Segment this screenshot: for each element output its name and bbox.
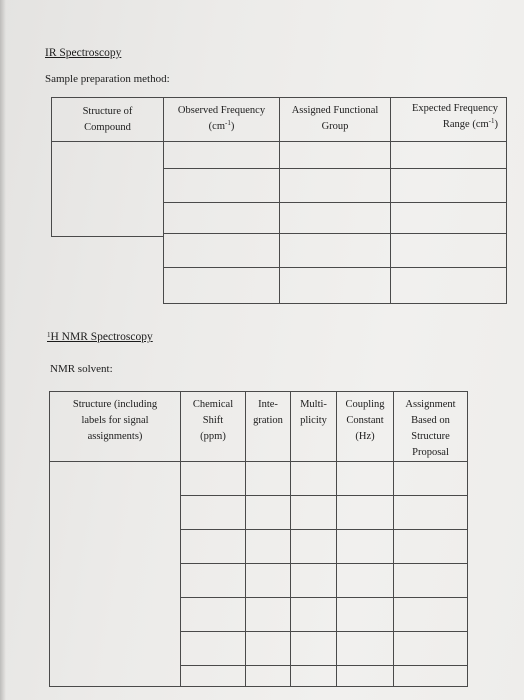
nmr-cell[interactable] (181, 462, 246, 496)
ir-structure-table (51, 97, 164, 237)
nmr-cell[interactable] (181, 530, 246, 564)
table-row (164, 142, 507, 169)
nmr-cell[interactable] (246, 462, 291, 496)
nmr-header-coupling-constant: Coupling Constant (Hz) (337, 392, 394, 462)
nmr-cell[interactable] (291, 462, 337, 496)
table-row (164, 234, 507, 268)
ir-cell[interactable] (164, 268, 280, 304)
nmr-section-heading: $^1$H NMR Spectroscopy (47, 331, 153, 343)
nmr-cell[interactable] (394, 632, 468, 666)
ir-section-heading: IR Spectroscopy (45, 47, 122, 59)
ir-data-table (163, 97, 507, 304)
table-row (50, 462, 468, 496)
ir-cell[interactable] (391, 142, 507, 169)
nmr-cell[interactable] (337, 496, 394, 530)
ir-cell[interactable] (280, 203, 391, 234)
nmr-cell[interactable] (291, 632, 337, 666)
ir-cell[interactable] (280, 268, 391, 304)
nmr-cell[interactable] (394, 530, 468, 564)
ir-cell[interactable] (391, 203, 507, 234)
nmr-cell[interactable] (394, 496, 468, 530)
nmr-cell[interactable] (246, 530, 291, 564)
nmr-data-table (49, 391, 468, 687)
ir-header-structure: Structure of Compound (52, 98, 164, 142)
nmr-cell[interactable] (337, 666, 394, 687)
ir-cell[interactable] (164, 203, 280, 234)
nmr-solvent-label: NMR solvent: (50, 363, 113, 375)
nmr-cell[interactable] (246, 598, 291, 632)
ir-cell[interactable] (391, 268, 507, 304)
table-row (164, 203, 507, 234)
nmr-header-structure: Structure (including labels for signal assignments) (50, 392, 181, 462)
page-shadow (0, 0, 6, 700)
nmr-cell[interactable] (337, 564, 394, 598)
nmr-cell[interactable] (246, 496, 291, 530)
nmr-cell[interactable] (181, 564, 246, 598)
nmr-cell[interactable] (291, 564, 337, 598)
table-row (164, 169, 507, 203)
nmr-header-assignment: Assignment Based on Structure Proposal (394, 392, 468, 462)
nmr-cell[interactable] (291, 496, 337, 530)
nmr-cell[interactable] (181, 598, 246, 632)
nmr-cell[interactable] (181, 632, 246, 666)
nmr-cell[interactable] (291, 666, 337, 687)
table-row (164, 268, 507, 304)
nmr-cell[interactable] (394, 666, 468, 687)
ir-header-expected-range: Expected Frequency Range $(cm^{-1})$ (391, 98, 507, 142)
nmr-header-chemical-shift: Chemical Shift (ppm) (181, 392, 246, 462)
nmr-cell[interactable] (394, 564, 468, 598)
nmr-cell[interactable] (246, 666, 291, 687)
nmr-structure-cell[interactable] (50, 462, 181, 687)
ir-cell[interactable] (280, 169, 391, 203)
nmr-cell[interactable] (291, 598, 337, 632)
ir-cell[interactable] (164, 142, 280, 169)
nmr-cell[interactable] (246, 632, 291, 666)
ir-structure-cell[interactable] (52, 142, 164, 237)
ir-cell[interactable] (391, 234, 507, 268)
ir-cell[interactable] (280, 234, 391, 268)
nmr-cell[interactable] (246, 564, 291, 598)
nmr-cell[interactable] (337, 530, 394, 564)
nmr-cell[interactable] (337, 632, 394, 666)
ir-header-observed-frequency: Observed Frequency $(cm^{-1})$ (164, 98, 280, 142)
nmr-cell[interactable] (291, 530, 337, 564)
ir-cell[interactable] (391, 169, 507, 203)
nmr-cell[interactable] (394, 598, 468, 632)
sample-prep-label: Sample preparation method: (45, 73, 170, 85)
ir-cell[interactable] (164, 169, 280, 203)
nmr-header-multiplicity: Multi- plicity (291, 392, 337, 462)
nmr-cell[interactable] (181, 496, 246, 530)
ir-header-assigned-group: Assigned Functional Group (280, 98, 391, 142)
nmr-cell[interactable] (181, 666, 246, 687)
nmr-header-integration: Inte- gration (246, 392, 291, 462)
ir-cell[interactable] (280, 142, 391, 169)
ir-cell[interactable] (164, 234, 280, 268)
nmr-cell[interactable] (337, 598, 394, 632)
nmr-cell[interactable] (394, 462, 468, 496)
nmr-cell[interactable] (337, 462, 394, 496)
